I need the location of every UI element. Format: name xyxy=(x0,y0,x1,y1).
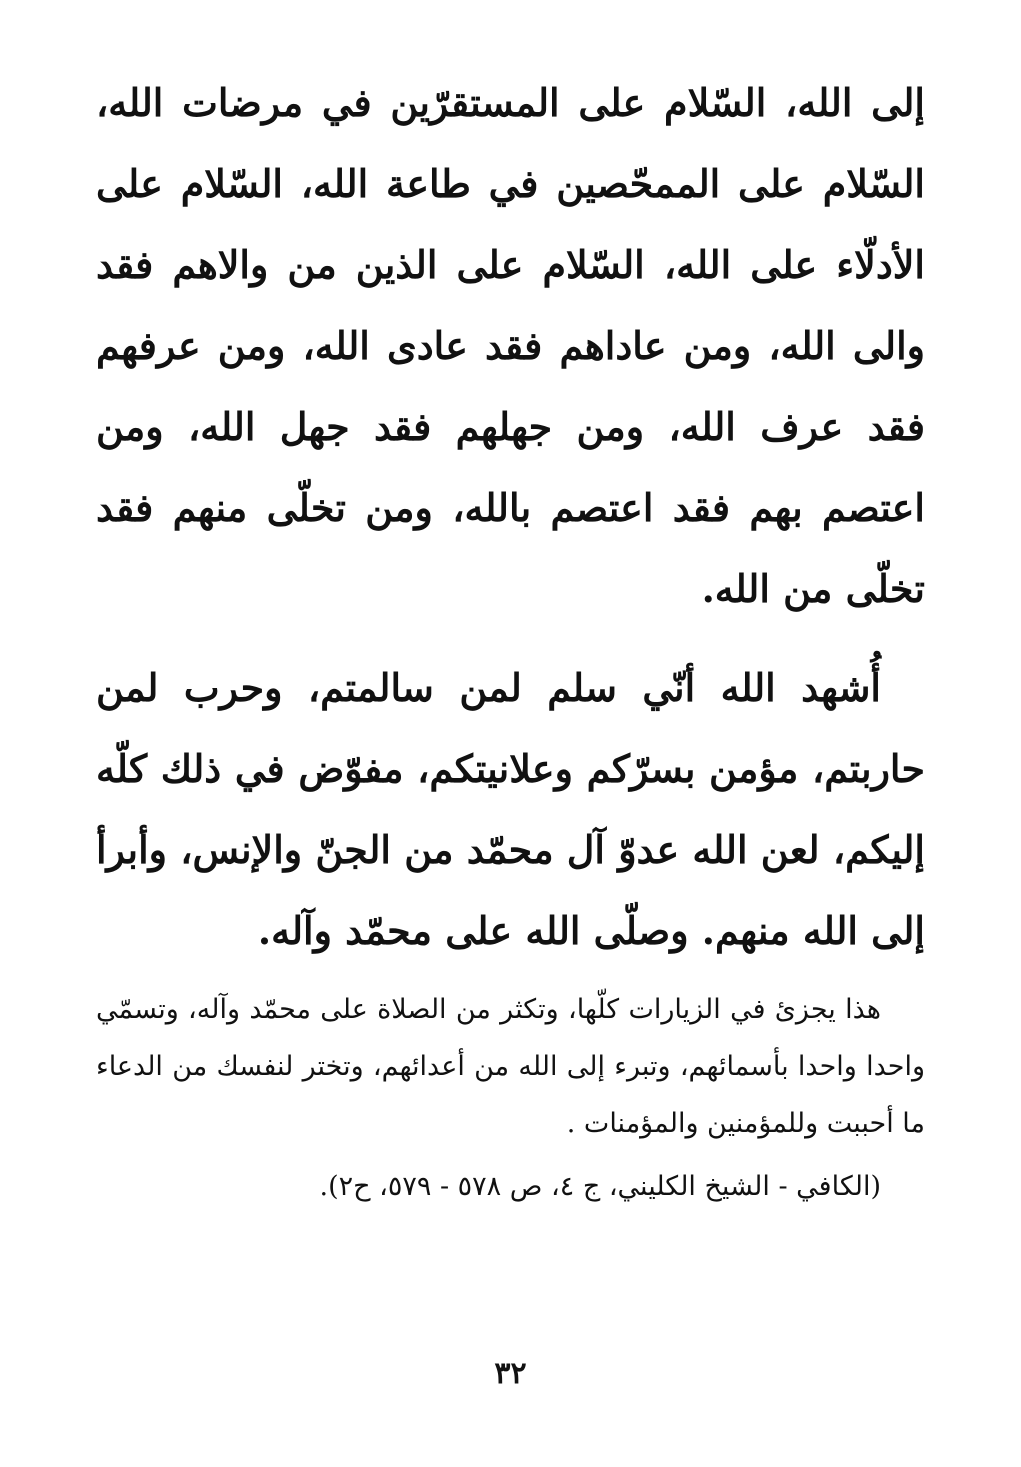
instruction-note: هذا يجزئ في الزيارات كلّها، وتكثر من الصلاة على محمّد وآله، وتسمّي واحدا واحدا بأسمائهم، وتبرء إلى الله من أعدائهم، وتختر لنفسك من الدعاء ما أحببت وللمؤمنين والمؤمنات . xyxy=(96,994,925,1139)
page-body xyxy=(96,62,925,1467)
paragraph-testimony: أُشهد الله أنّي سلم لمن سالمتم، وحرب لمن حاربتم، مؤمن بسرّكم وعلانيتكم، مفوّض في ذلك كلّه إليكم، لعن الله عدوّ آل محمّد من الجنّ والإنس، وأبرأ إلى الله منهم. وصلّى الله على محمّد وآله. xyxy=(96,665,925,953)
source-citation: (الكافي - الشيخ الكليني، ج ٤، ص ٥٧٨ - ٥٧٩، ح٢). xyxy=(319,1171,881,1202)
page-number: ٣٢ xyxy=(494,1356,527,1391)
supplication-text xyxy=(96,62,925,971)
footnote-block xyxy=(96,981,925,1215)
paragraph-salutations: إلى الله، السّلام على المستقرّين في مرضات الله، السّلام على الممحّصين في طاعة الله، السّلام على الأدلّاء على الله، السّلام على الذين من والاهم فقد والى الله، ومن عاداهم فقد عادى الله، ومن عرفهم فقد عرف الله، ومن جهلهم فقد جهل الله، ومن اعتصم بهم فقد اعتصم بالله، ومن تخلّى منهم فقد تخلّى من الله. xyxy=(96,80,925,611)
